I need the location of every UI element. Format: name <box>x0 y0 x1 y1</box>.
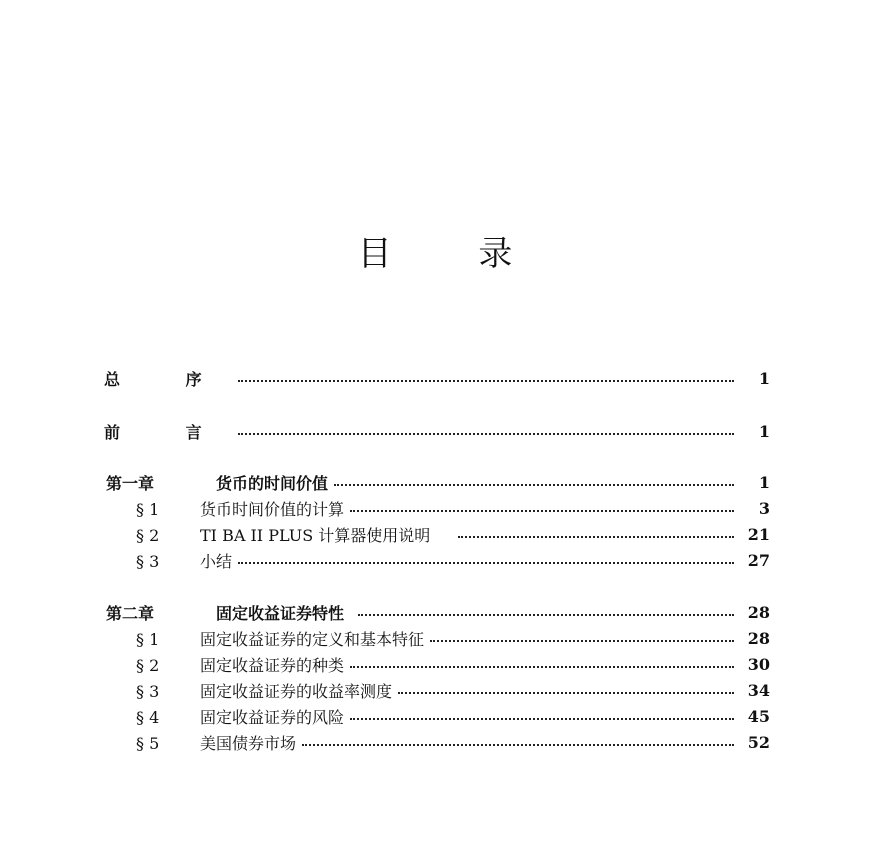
toc-page-number: 30 <box>747 654 770 674</box>
toc-chapter-2[interactable] <box>106 600 770 624</box>
section-title: 小结 <box>200 551 233 571</box>
leader-dots <box>350 717 734 720</box>
toc-section-1-1[interactable] <box>136 496 770 520</box>
leader-dots <box>350 665 734 668</box>
toc-section-2-2[interactable] <box>136 652 770 676</box>
leader-dots <box>350 509 734 512</box>
toc-page-number: 1 <box>758 421 770 441</box>
section-number: § 5 <box>136 733 160 753</box>
toc-entry-label: 总 序 <box>104 369 232 389</box>
toc-entry-preface-general[interactable] <box>104 366 770 390</box>
toc-entry-label: 前 言 <box>104 422 232 442</box>
leader-dots <box>430 639 734 642</box>
toc-page-number: 21 <box>747 524 770 544</box>
section-number: § 2 <box>136 525 160 545</box>
section-number: § 1 <box>136 629 160 649</box>
toc-section-1-2[interactable] <box>136 522 770 546</box>
toc-entry-foreword[interactable] <box>104 419 770 443</box>
section-number: § 2 <box>136 655 160 675</box>
leader-dots <box>238 561 734 564</box>
leader-dots <box>334 483 734 486</box>
leader-dots <box>302 743 734 746</box>
toc-page-number: 28 <box>747 628 770 648</box>
toc-page-number: 34 <box>747 680 770 700</box>
leader-dots <box>458 535 734 538</box>
section-title: 固定收益证券的种类 <box>200 655 345 675</box>
chapter-title: 货币的时间价值 <box>216 473 329 493</box>
chapter-number: 第一章 <box>106 473 155 493</box>
toc-page-number: 28 <box>747 602 770 622</box>
chapter-number: 第二章 <box>106 603 155 623</box>
toc-page-number: 45 <box>747 706 770 726</box>
leader-dots <box>398 691 734 694</box>
toc-section-2-1[interactable] <box>136 626 770 650</box>
toc-section-2-5[interactable] <box>136 730 770 754</box>
toc-page-number: 1 <box>758 368 770 388</box>
section-title: 固定收益证券的风险 <box>200 707 345 727</box>
toc-page-number: 1 <box>758 472 770 492</box>
chapter-title: 固定收益证券特性 <box>216 603 345 623</box>
toc-page-number: 52 <box>747 732 770 752</box>
section-title: 固定收益证券的定义和基本特征 <box>200 629 425 649</box>
toc-section-2-3[interactable] <box>136 678 770 702</box>
section-title: 美国债券市场 <box>200 733 297 753</box>
leader-dots <box>358 613 734 616</box>
section-title: TI BA II PLUS 计算器使用说明 <box>200 525 431 545</box>
section-title: 固定收益证券的收益率测度 <box>200 681 393 701</box>
section-number: § 1 <box>136 499 160 519</box>
section-number: § 4 <box>136 707 160 727</box>
leader-dots <box>238 432 734 435</box>
leader-dots <box>238 379 734 382</box>
toc-page-number: 3 <box>758 498 770 518</box>
section-number: § 3 <box>136 681 160 701</box>
toc-section-2-4[interactable] <box>136 704 770 728</box>
page-title: 目 录 <box>357 234 551 274</box>
section-title: 货币时间价值的计算 <box>200 499 345 519</box>
toc-section-1-3[interactable] <box>136 548 770 572</box>
toc-chapter-1[interactable] <box>106 470 770 494</box>
section-number: § 3 <box>136 551 160 571</box>
toc-page-number: 27 <box>747 550 770 570</box>
